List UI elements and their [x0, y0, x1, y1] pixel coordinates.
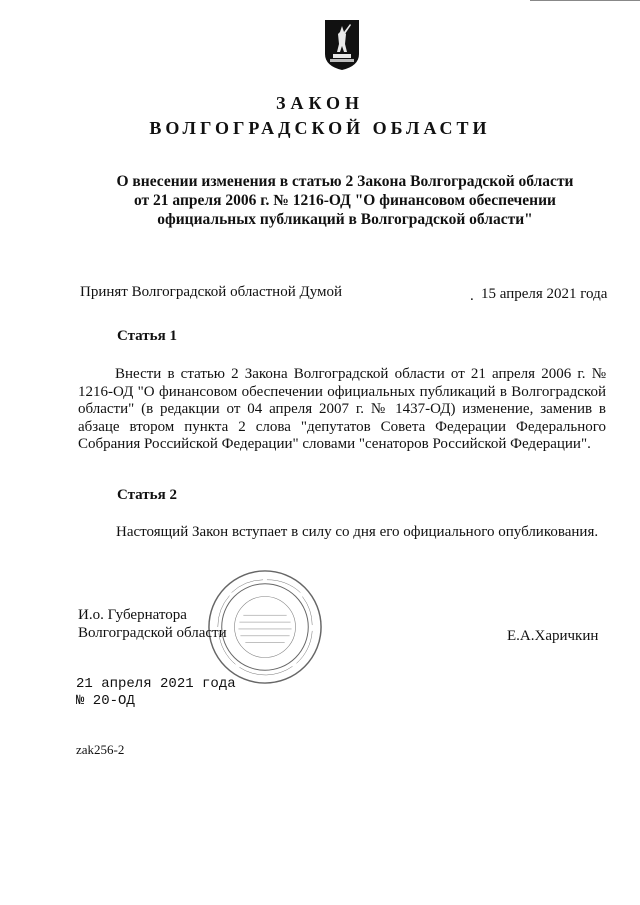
- subject-line-3: официальных публикаций в Волгоградской области": [157, 211, 533, 228]
- adopted-date: 15 апреля 2021 года: [481, 286, 608, 302]
- document-code: zak256-2: [76, 742, 125, 757]
- article-2-heading: Статья 2: [117, 487, 177, 503]
- article-1-heading: Статья 1: [117, 328, 177, 344]
- adopted-date-dot: .: [470, 288, 474, 304]
- document-title-region: ВОЛГОГРАДСКОЙ ОБЛАСТИ: [149, 118, 491, 138]
- subject-line-2: от 21 апреля 2006 г. № 1216-ОД "О финансовом обеспечении: [134, 192, 556, 209]
- adopted-by: Принят Волгоградской областной Думой: [80, 284, 343, 300]
- article-2-text: Настоящий Закон вступает в силу со дня его официального опубликования.: [116, 524, 599, 540]
- signatory-name: Е.А.Харичкин: [507, 628, 599, 644]
- signatory-position-line-2: Волгоградской области: [78, 625, 227, 641]
- signatory-position-line-1: И.о. Губернатора: [78, 607, 187, 623]
- law-subject: [110, 172, 580, 229]
- document-title: ЗАКОН: [275, 93, 365, 113]
- registration-number: № 20-ОД: [76, 693, 135, 709]
- coat-of-arms-emblem: [323, 18, 361, 72]
- subject-line-1: О внесении изменения в статью 2 Закона Волгоградской области: [116, 173, 574, 190]
- scan-edge-line: [530, 0, 640, 1]
- article-1-text: Внести в статью 2 Закона Волгоградской области от 21 апреля 2006 г. № 1216-ОД "О финансовом обеспечении официальных публикаций в Волгоградской области" (в редакции от 04 апреля 2007 г. № 1437-ОД) изменение, заменив в абзаце втором пункта 2 слова "депутатов Совета Федерации Федерального Собрания Российской Федерации" словами "сенаторов Российской Федерации".: [78, 366, 606, 452]
- registration-date: 21 апреля 2021 года: [76, 676, 236, 692]
